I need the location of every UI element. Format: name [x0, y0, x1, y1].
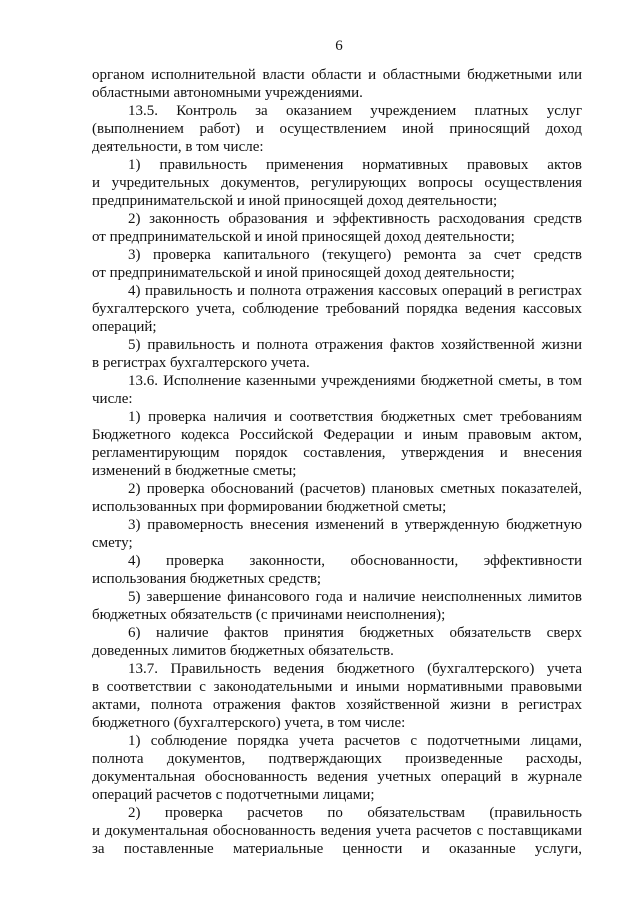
text-line: 2) законность образования и эффективность расходования средств — [128, 211, 582, 227]
document-body — [92, 66, 582, 858]
text-line: 1) правильность применения нормативных правовых актов — [128, 157, 582, 173]
text-line: (выполнением работ) и осуществлением иной приносящий доход — [92, 121, 582, 137]
text-line: бюджетных обязательств (с причинами неисполнения); — [92, 607, 446, 623]
text-line: операций расчетов с подотчетными лицами; — [92, 787, 375, 803]
text-line: документальная обоснованность ведения учетных операций в журнале — [92, 769, 582, 785]
text-line: 3) правомерность внесения изменений в утвержденную бюджетную — [128, 517, 582, 533]
text-line: от предпринимательской и иной приносящей доход деятельности; — [92, 265, 515, 281]
text-line: числе: — [92, 391, 133, 407]
page-number: 6 — [335, 38, 343, 54]
text-line: 1) проверка наличия и соответствия бюджетных смет требованиям — [128, 409, 582, 425]
text-line: предпринимательской и иной приносящей доход деятельности; — [92, 193, 498, 209]
text-line: от предпринимательской и иной приносящей доход деятельности; — [92, 229, 515, 245]
text-line: 2) проверка расчетов по обязательствам (правильность — [128, 805, 582, 821]
text-line: и учредительных документов, регулирующих вопросы осуществления — [92, 175, 582, 191]
text-line: использования бюджетных средств; — [92, 571, 322, 587]
text-line: за поставленные материальные ценности и оказанные услуги, — [92, 841, 582, 857]
text-line: 4) правильность и полнота отражения кассовых операций в регистрах — [128, 283, 582, 299]
text-line: доведенных лимитов бюджетных обязательств. — [92, 643, 394, 659]
text-line: 6) наличие фактов принятия бюджетных обязательств сверх — [128, 625, 582, 641]
text-line: изменений в бюджетные сметы; — [92, 463, 297, 479]
text-line: использованных при формировании бюджетной сметы; — [92, 499, 447, 515]
text-line: в соответствии с законодательными и иными нормативными правовыми — [92, 679, 582, 695]
text-line: 3) проверка капитального (текущего) ремонта за счет средств — [128, 247, 582, 263]
text-line: 5) завершение финансового года и наличие неисполненных лимитов — [128, 589, 582, 605]
text-line: 4) проверка законности, обоснованности, эффективности — [128, 553, 582, 569]
text-line: в регистрах бухгалтерского учета. — [92, 355, 310, 371]
text-line: 13.6. Исполнение казенными учреждениями бюджетной сметы, в том — [128, 373, 582, 389]
text-line: деятельности, в том числе: — [92, 139, 264, 155]
text-line: органом исполнительной власти области и областными бюджетными или — [92, 67, 582, 83]
text-line: 13.5. Контроль за оказанием учреждением платных услуг — [128, 103, 582, 119]
text-line: и документальная обоснованность ведения учета расчетов с поставщиками — [92, 823, 582, 839]
text-line: 1) соблюдение порядка учета расчетов с подотчетными лицами, — [128, 733, 582, 749]
text-line: 13.7. Правильность ведения бюджетного (бухгалтерского) учета — [128, 661, 582, 677]
text-line: Бюджетного кодекса Российской Федерации и иным правовым актом, — [92, 427, 582, 443]
text-line: актами, полнота отражения фактов хозяйственной жизни в регистрах — [92, 697, 582, 713]
text-line: бухгалтерского учета, соблюдение требований порядка ведения кассовых — [92, 301, 582, 317]
text-line: полнота документов, подтверждающих произведенные расходы, — [92, 751, 582, 767]
text-line: областными автономными учреждениями. — [92, 85, 363, 101]
text-line: бюджетного (бухгалтерского) учета, в том числе: — [92, 715, 406, 731]
text-line: операций; — [92, 319, 157, 335]
text-line: регламентирующим порядок составления, утверждения и внесения — [92, 445, 582, 461]
text-line: 5) правильность и полнота отражения фактов хозяйственной жизни — [128, 337, 582, 353]
text-line: смету; — [92, 535, 133, 551]
text-line: 2) проверка обоснований (расчетов) плановых сметных показателей, — [128, 481, 582, 497]
